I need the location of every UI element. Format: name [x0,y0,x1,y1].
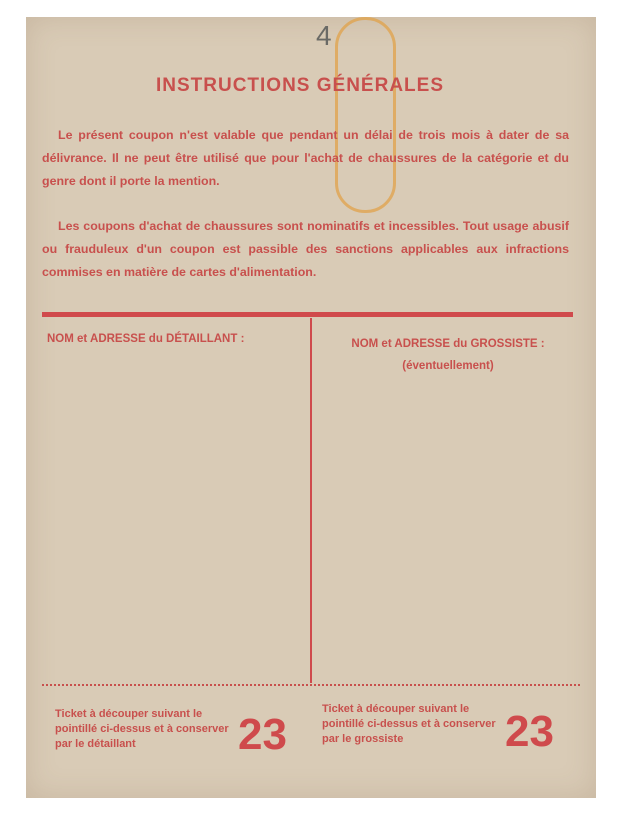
wholesaler-subheading: (éventuellement) [402,360,494,372]
retailer-heading: NOM et ADRESSE du DÉTAILLANT : [47,333,245,345]
retailer-ticket-label: Ticket à découper suivant le pointillé ci-dessus et à conserver par le détaillant [55,708,229,750]
handwritten-mark: 4 [316,20,332,51]
retailer-ticket-text [55,707,233,752]
cut-line [42,684,580,686]
section-divider [42,312,573,317]
wholesaler-ticket-number: 23 [505,707,554,756]
instructions-title: INSTRUCTIONS GÉNÉRALES [155,75,445,96]
column-divider [310,318,312,683]
instructions-paragraph-2: Les coupons d'achat de chaussures sont nominatifs et incessibles. Tout usage abusif ou frauduleux d'un coupon est passible des sanctions applicables aux infractions commises en matière de cartes d'alimentation. [42,219,569,279]
instructions-paragraph-1: Le présent coupon n'est valable que pendant un délai de trois mois à dater de sa délivrance. Il ne peut être utilisé que pour l'achat de chaussures de la catégorie et du genre dont il porte la mention. [42,128,569,188]
wholesaler-heading-block [318,333,578,377]
wholesaler-heading: NOM et ADRESSE du GROSSISTE : [351,338,545,350]
retailer-ticket-number: 23 [238,710,287,759]
wholesaler-ticket-text [322,702,500,747]
wholesaler-ticket-label: Ticket à découper suivant le pointillé ci-dessus et à conserver par le grossiste [322,703,496,745]
